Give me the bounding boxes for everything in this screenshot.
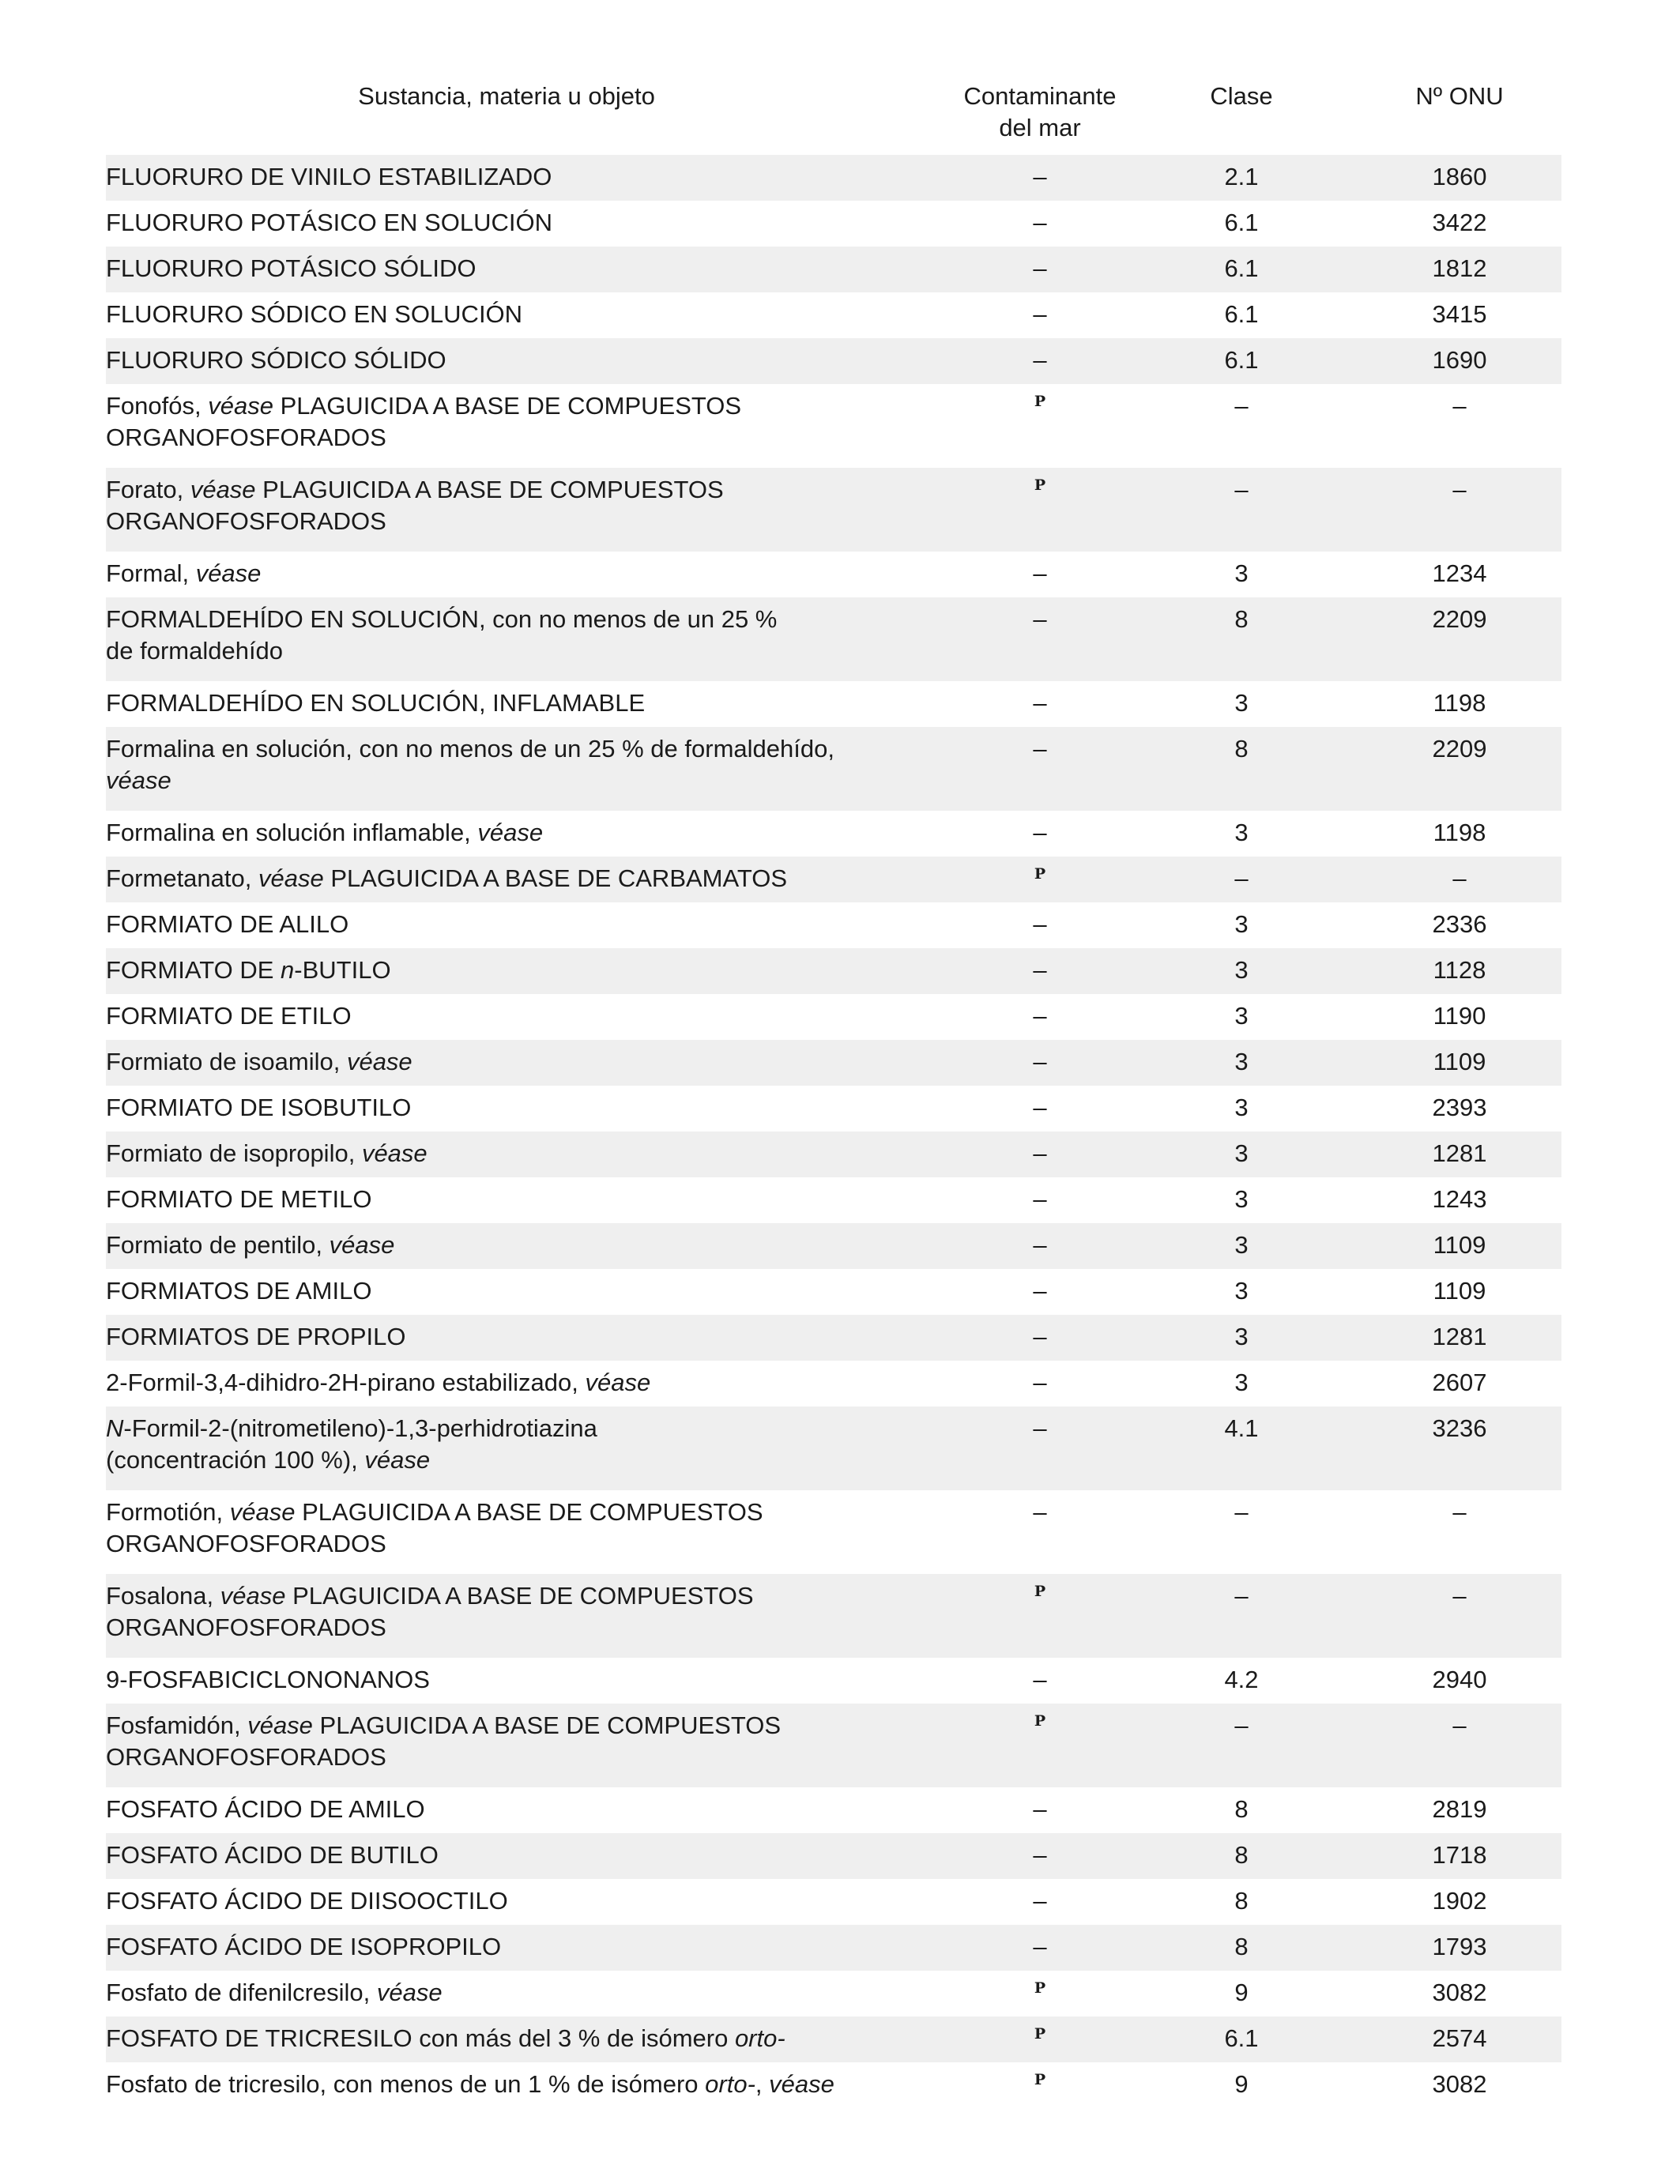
marine-pollutant-cell bbox=[955, 727, 1125, 811]
marine-pollutant-cell bbox=[955, 1658, 1125, 1704]
substance-text: FOSFATO ÁCIDO DE DIISOOCTILO bbox=[106, 1887, 508, 1915]
substance-text: FORMIATOS DE PROPILO bbox=[106, 1323, 406, 1350]
marine-pollutant-cell bbox=[955, 1490, 1125, 1574]
substance-text: FORMIATO DE ETILO bbox=[106, 1002, 352, 1030]
marine-pollutant-cell bbox=[955, 1971, 1125, 2016]
marine-pollutant-cell bbox=[955, 2062, 1125, 2108]
table-header bbox=[106, 76, 1561, 155]
substance-text: 9-FOSFABICICLONONANOS bbox=[106, 1666, 430, 1693]
table-row bbox=[106, 1132, 1561, 1177]
substance-cell bbox=[106, 1658, 955, 1704]
table-row bbox=[106, 994, 1561, 1040]
substance-text: Formetanato, bbox=[106, 864, 258, 892]
marine-pollutant-dash: – bbox=[1033, 910, 1047, 938]
class-cell: 8 bbox=[1125, 1833, 1358, 1879]
substance-cell bbox=[106, 1879, 955, 1925]
table-body bbox=[106, 155, 1561, 2108]
class-cell: 3 bbox=[1234, 559, 1249, 587]
substance-text: Fosfato de tricresilo, con menos de un 1 % de isómero bbox=[106, 2070, 706, 2098]
substance-cell bbox=[106, 155, 955, 201]
substance-cell bbox=[106, 1406, 955, 1490]
substance-text: ORGANOFOSFORADOS bbox=[106, 507, 386, 535]
marine-pollutant-dash: – bbox=[1033, 1277, 1047, 1305]
un-number-cell: 2607 bbox=[1432, 1369, 1487, 1396]
substance-text: FORMALDEHÍDO EN SOLUCIÓN, con no menos de un 25 % bbox=[106, 605, 778, 633]
substance-text: FORMIATO DE ALILO bbox=[106, 910, 349, 938]
substance-cell bbox=[106, 1787, 955, 1833]
marine-pollutant-cell bbox=[955, 994, 1125, 1040]
un-number-cell: – bbox=[1358, 468, 1561, 552]
marine-pollutant-dash: – bbox=[1033, 1933, 1047, 1960]
substance-text: Formotión, bbox=[106, 1498, 230, 1526]
un-number-cell: 1690 bbox=[1358, 338, 1561, 384]
substance-text: Formalina en solución, con no menos de un 25 % de formaldehído, bbox=[106, 735, 834, 763]
substance-text: PLAGUICIDA A BASE DE CARBAMATOS bbox=[323, 864, 788, 892]
marine-pollutant-mark: P bbox=[1034, 2071, 1046, 2088]
substance-text: Formalina en solución inflamable, bbox=[106, 819, 478, 846]
class-cell: – bbox=[1125, 857, 1358, 902]
class-cell: 9 bbox=[1234, 2070, 1249, 2098]
table-row bbox=[106, 857, 1561, 902]
un-number-cell: – bbox=[1358, 1704, 1561, 1787]
substance-text: FLUORURO POTÁSICO EN SOLUCIÓN bbox=[106, 209, 552, 236]
table-row bbox=[106, 552, 1561, 597]
marine-pollutant-cell bbox=[955, 681, 1125, 727]
table-row bbox=[106, 1177, 1561, 1223]
substance-italic-text: N bbox=[106, 1414, 124, 1442]
header-class: Clase bbox=[1210, 82, 1273, 110]
substance-text: FOSFATO ÁCIDO DE BUTILO bbox=[106, 1841, 439, 1869]
substance-cell bbox=[106, 247, 955, 292]
substance-italic-text: véase bbox=[364, 1446, 431, 1474]
substance-cell bbox=[106, 1269, 955, 1315]
marine-pollutant-cell bbox=[955, 292, 1125, 338]
marine-pollutant-cell bbox=[955, 597, 1125, 681]
substance-text: Forato, bbox=[106, 476, 190, 503]
un-number-cell: 1902 bbox=[1432, 1887, 1487, 1915]
marine-pollutant-mark: P bbox=[1034, 2025, 1046, 2043]
marine-pollutant-mark: P bbox=[1034, 476, 1046, 494]
table-row bbox=[106, 1879, 1561, 1925]
substance-text: Fosfato de difenilcresilo, bbox=[106, 1979, 377, 2006]
marine-pollutant-dash: – bbox=[1033, 254, 1047, 282]
un-number-cell: 1198 bbox=[1433, 689, 1486, 717]
marine-pollutant-cell bbox=[955, 1086, 1125, 1132]
un-number-cell: 1860 bbox=[1358, 155, 1561, 201]
table-row bbox=[106, 1315, 1561, 1361]
table-row bbox=[106, 727, 1561, 811]
marine-pollutant-dash: – bbox=[1033, 1185, 1047, 1213]
table-row bbox=[106, 201, 1561, 247]
un-number-cell: 1812 bbox=[1358, 247, 1561, 292]
substance-text: FORMIATO DE METILO bbox=[106, 1185, 372, 1213]
substance-text: FORMIATO DE ISOBUTILO bbox=[106, 1094, 412, 1121]
marine-pollutant-mark: P bbox=[1034, 865, 1046, 883]
marine-pollutant-cell bbox=[955, 201, 1125, 247]
substance-text: ORGANOFOSFORADOS bbox=[106, 1743, 386, 1771]
class-cell: 2.1 bbox=[1125, 155, 1358, 201]
marine-pollutant-cell bbox=[955, 1361, 1125, 1406]
substance-text: Fosfamidón, bbox=[106, 1711, 248, 1739]
header-substance: Sustancia, materia u objeto bbox=[358, 82, 655, 110]
class-cell: 4.1 bbox=[1125, 1406, 1358, 1490]
substance-italic-text: véase bbox=[361, 1139, 428, 1167]
substance-italic-text: véase bbox=[220, 1582, 286, 1610]
marine-pollutant-cell bbox=[955, 1315, 1125, 1361]
substance-text: PLAGUICIDA A BASE DE COMPUESTOS bbox=[312, 1711, 781, 1739]
substance-text: PLAGUICIDA A BASE DE COMPUESTOS bbox=[285, 1582, 754, 1610]
substance-cell bbox=[106, 1040, 955, 1086]
class-cell: – bbox=[1234, 392, 1249, 420]
substance-text: de formaldehído bbox=[106, 637, 284, 665]
class-cell: 3 bbox=[1234, 1277, 1249, 1305]
class-cell: 8 bbox=[1234, 1887, 1249, 1915]
marine-pollutant-dash: – bbox=[1033, 1841, 1047, 1869]
substance-text: Fonofós, bbox=[106, 392, 209, 420]
substance-text: Formiato de isoamilo, bbox=[106, 1048, 347, 1075]
substance-cell bbox=[106, 384, 955, 468]
marine-pollutant-mark: P bbox=[1034, 1712, 1046, 1730]
substance-cell bbox=[106, 727, 955, 811]
marine-pollutant-dash: – bbox=[1033, 1887, 1047, 1915]
table-row bbox=[106, 338, 1561, 384]
marine-pollutant-dash: – bbox=[1033, 1369, 1047, 1396]
un-number-cell: 3422 bbox=[1432, 209, 1487, 236]
substance-italic-text: n bbox=[281, 956, 295, 984]
class-cell: – bbox=[1125, 1704, 1358, 1787]
substance-italic-text: véase bbox=[477, 819, 544, 846]
table-row bbox=[106, 1704, 1561, 1787]
class-cell: 8 bbox=[1234, 1795, 1249, 1823]
substance-cell bbox=[106, 552, 955, 597]
class-cell: 3 bbox=[1125, 1040, 1358, 1086]
class-cell: 4.2 bbox=[1224, 1666, 1259, 1693]
substance-cell bbox=[106, 1490, 955, 1574]
marine-pollutant-cell bbox=[955, 857, 1125, 902]
table-row bbox=[106, 1086, 1561, 1132]
class-cell: 3 bbox=[1125, 1315, 1358, 1361]
un-number-cell: 1109 bbox=[1433, 1277, 1486, 1305]
table-row bbox=[106, 597, 1561, 681]
marine-pollutant-cell bbox=[955, 1132, 1125, 1177]
un-number-cell: 3082 bbox=[1432, 2070, 1487, 2098]
marine-pollutant-cell bbox=[955, 247, 1125, 292]
substance-text: Formiato de pentilo, bbox=[106, 1231, 330, 1259]
class-cell: – bbox=[1125, 1574, 1358, 1658]
substance-text: FLUORURO SÓDICO EN SOLUCIÓN bbox=[106, 300, 523, 328]
un-number-cell: – bbox=[1452, 1498, 1467, 1526]
marine-pollutant-dash: – bbox=[1033, 1048, 1047, 1075]
marine-pollutant-cell bbox=[955, 1879, 1125, 1925]
substance-cell bbox=[106, 857, 955, 902]
class-cell: 6.1 bbox=[1125, 247, 1358, 292]
substance-text: PLAGUICIDA A BASE DE COMPUESTOS bbox=[273, 392, 742, 420]
marine-pollutant-cell bbox=[955, 1925, 1125, 1971]
substance-text: (concentración 100 %), bbox=[106, 1446, 365, 1474]
marine-pollutant-dash: – bbox=[1033, 735, 1047, 763]
substance-cell bbox=[106, 1361, 955, 1406]
marine-pollutant-cell bbox=[955, 1833, 1125, 1879]
marine-pollutant-cell bbox=[955, 338, 1125, 384]
table-row bbox=[106, 902, 1561, 948]
table-row bbox=[106, 1787, 1561, 1833]
marine-pollutant-dash: – bbox=[1033, 1002, 1047, 1030]
substance-cell bbox=[106, 681, 955, 727]
table-row bbox=[106, 2016, 1561, 2062]
table-row bbox=[106, 1223, 1561, 1269]
substance-italic-text: véase bbox=[229, 1498, 296, 1526]
table-row bbox=[106, 155, 1561, 201]
substance-cell bbox=[106, 1223, 955, 1269]
substance-cell bbox=[106, 2016, 955, 2062]
substance-cell bbox=[106, 468, 955, 552]
substance-cell bbox=[106, 1833, 955, 1879]
substance-italic-text: orto- bbox=[734, 2024, 785, 2052]
substance-text: -BUTILO bbox=[294, 956, 391, 984]
substance-cell bbox=[106, 338, 955, 384]
marine-pollutant-dash: – bbox=[1033, 1094, 1047, 1121]
un-number-cell: – bbox=[1452, 392, 1467, 420]
table-row bbox=[106, 1490, 1561, 1574]
substance-text: Fosalona, bbox=[106, 1582, 220, 1610]
marine-pollutant-cell bbox=[955, 1704, 1125, 1787]
marine-pollutant-dash: – bbox=[1033, 1414, 1047, 1442]
substance-italic-text: véase bbox=[247, 1711, 313, 1739]
substance-italic-text: véase bbox=[106, 766, 171, 794]
substance-text: FORMIATO DE bbox=[106, 956, 281, 984]
class-cell: 3 bbox=[1125, 1132, 1358, 1177]
table-row bbox=[106, 681, 1561, 727]
substance-text: Formal, bbox=[106, 559, 196, 587]
substance-italic-text: véase bbox=[585, 1369, 651, 1396]
class-cell: 3 bbox=[1234, 910, 1249, 938]
marine-pollutant-dash: – bbox=[1033, 1795, 1047, 1823]
substance-cell bbox=[106, 1704, 955, 1787]
substance-cell bbox=[106, 201, 955, 247]
marine-pollutant-dash: – bbox=[1033, 1139, 1047, 1167]
substance-italic-text: véase bbox=[346, 1048, 412, 1075]
document-page bbox=[106, 76, 1561, 2108]
table-row bbox=[106, 1971, 1561, 2016]
marine-pollutant-mark: P bbox=[1034, 393, 1046, 410]
table-row bbox=[106, 948, 1561, 994]
header-row bbox=[106, 76, 1561, 155]
substance-text: ORGANOFOSFORADOS bbox=[106, 1614, 386, 1641]
marine-pollutant-dash: – bbox=[1033, 1323, 1047, 1350]
substance-cell bbox=[106, 902, 955, 948]
un-number-cell: 2209 bbox=[1358, 597, 1561, 681]
un-number-cell: 2209 bbox=[1358, 727, 1561, 811]
table-row bbox=[106, 384, 1561, 468]
un-number-cell: 3082 bbox=[1432, 1979, 1487, 2006]
table-row bbox=[106, 2062, 1561, 2108]
marine-pollutant-dash: – bbox=[1033, 819, 1047, 846]
class-cell: 3 bbox=[1234, 1185, 1249, 1213]
marine-pollutant-cell bbox=[955, 948, 1125, 994]
substance-text: Formiato de isopropilo, bbox=[106, 1139, 362, 1167]
substance-cell bbox=[106, 1971, 955, 2016]
un-number-cell: 3415 bbox=[1432, 300, 1487, 328]
marine-pollutant-dash: – bbox=[1033, 605, 1047, 633]
substance-italic-text: véase bbox=[258, 864, 324, 892]
un-number-cell: 2574 bbox=[1358, 2016, 1561, 2062]
marine-pollutant-dash: – bbox=[1033, 689, 1047, 717]
un-number-cell: 1109 bbox=[1358, 1223, 1561, 1269]
marine-pollutant-cell bbox=[955, 1269, 1125, 1315]
marine-pollutant-cell bbox=[955, 155, 1125, 201]
class-cell: 8 bbox=[1125, 1925, 1358, 1971]
class-cell: 3 bbox=[1234, 1094, 1249, 1121]
class-cell: 6.1 bbox=[1224, 209, 1259, 236]
table-row bbox=[106, 1833, 1561, 1879]
marine-pollutant-dash: – bbox=[1033, 346, 1047, 374]
substance-cell bbox=[106, 1925, 955, 1971]
marine-pollutant-cell bbox=[955, 1787, 1125, 1833]
substance-cell bbox=[106, 2062, 955, 2108]
marine-pollutant-cell bbox=[955, 1406, 1125, 1490]
substance-italic-text: véase bbox=[329, 1231, 395, 1259]
substance-cell bbox=[106, 1177, 955, 1223]
substance-text: PLAGUICIDA A BASE DE COMPUESTOS bbox=[295, 1498, 763, 1526]
substance-italic-text: véase bbox=[190, 476, 256, 503]
marine-pollutant-cell bbox=[955, 384, 1125, 468]
marine-pollutant-cell bbox=[955, 1223, 1125, 1269]
substance-cell bbox=[106, 292, 955, 338]
un-number-cell: 1128 bbox=[1358, 948, 1561, 994]
table-row bbox=[106, 1658, 1561, 1704]
table-row bbox=[106, 811, 1561, 857]
class-cell: 8 bbox=[1125, 727, 1358, 811]
un-number-cell: – bbox=[1358, 857, 1561, 902]
un-number-cell: 2393 bbox=[1432, 1094, 1487, 1121]
marine-pollutant-dash: – bbox=[1033, 300, 1047, 328]
substance-text: FORMIATOS DE AMILO bbox=[106, 1277, 372, 1305]
un-number-cell: 1109 bbox=[1358, 1040, 1561, 1086]
substance-cell bbox=[106, 811, 955, 857]
table-row bbox=[106, 247, 1561, 292]
substance-italic-text: véase bbox=[769, 2070, 834, 2098]
substance-italic-text: véase bbox=[208, 392, 273, 420]
un-number-cell: 2819 bbox=[1432, 1795, 1487, 1823]
substance-cell bbox=[106, 1315, 955, 1361]
class-cell: 3 bbox=[1125, 948, 1358, 994]
table-row bbox=[106, 292, 1561, 338]
substance-text: FLUORURO DE VINILO ESTABILIZADO bbox=[106, 163, 552, 190]
marine-pollutant-dash: – bbox=[1033, 956, 1047, 984]
un-number-cell: 1281 bbox=[1358, 1132, 1561, 1177]
marine-pollutant-cell bbox=[955, 1040, 1125, 1086]
class-cell: 6.1 bbox=[1224, 300, 1259, 328]
substance-text: ORGANOFOSFORADOS bbox=[106, 1530, 386, 1557]
class-cell: 3 bbox=[1234, 689, 1249, 717]
marine-pollutant-dash: – bbox=[1033, 163, 1047, 190]
substance-text: FOSFATO DE TRICRESILO con más del 3 % de isómero bbox=[106, 2024, 735, 2052]
class-cell: 3 bbox=[1234, 1002, 1249, 1030]
substance-cell bbox=[106, 1574, 955, 1658]
substance-italic-text: orto- bbox=[705, 2070, 755, 2098]
substance-cell bbox=[106, 1086, 955, 1132]
substance-text: , bbox=[755, 2070, 770, 2098]
substance-text: FOSFATO ÁCIDO DE AMILO bbox=[106, 1795, 425, 1823]
substance-text: 2-Formil-3,4-dihidro-2H-pirano estabilizado, bbox=[106, 1369, 586, 1396]
table-row bbox=[106, 1406, 1561, 1490]
marine-pollutant-cell bbox=[955, 1574, 1125, 1658]
substance-cell bbox=[106, 597, 955, 681]
table-row bbox=[106, 1269, 1561, 1315]
table-row bbox=[106, 1925, 1561, 1971]
marine-pollutant-dash: – bbox=[1033, 209, 1047, 236]
marine-pollutant-cell bbox=[955, 552, 1125, 597]
marine-pollutant-dash: – bbox=[1033, 559, 1047, 587]
un-number-cell: 2336 bbox=[1432, 910, 1487, 938]
un-number-cell: 1234 bbox=[1432, 559, 1487, 587]
un-number-cell: – bbox=[1358, 1574, 1561, 1658]
substance-italic-text: véase bbox=[195, 559, 262, 587]
substance-text: FORMALDEHÍDO EN SOLUCIÓN, INFLAMABLE bbox=[106, 689, 646, 717]
header-marine-pollutant: Contaminante del mar bbox=[963, 82, 1117, 141]
un-number-cell: 1243 bbox=[1432, 1185, 1487, 1213]
marine-pollutant-dash: – bbox=[1033, 1231, 1047, 1259]
class-cell: – bbox=[1234, 1498, 1249, 1526]
marine-pollutant-cell bbox=[955, 902, 1125, 948]
table-row bbox=[106, 1574, 1561, 1658]
un-number-cell: 1793 bbox=[1358, 1925, 1561, 1971]
class-cell: 9 bbox=[1234, 1979, 1249, 2006]
un-number-cell: 1190 bbox=[1433, 1002, 1486, 1030]
marine-pollutant-mark: P bbox=[1034, 1583, 1046, 1600]
substance-text: ORGANOFOSFORADOS bbox=[106, 424, 386, 451]
un-number-cell: 1198 bbox=[1433, 819, 1486, 846]
marine-pollutant-dash: – bbox=[1033, 1498, 1047, 1526]
class-cell: 6.1 bbox=[1125, 338, 1358, 384]
marine-pollutant-cell bbox=[955, 1177, 1125, 1223]
table-row bbox=[106, 468, 1561, 552]
class-cell: 3 bbox=[1234, 1369, 1249, 1396]
substance-text: PLAGUICIDA A BASE DE COMPUESTOS bbox=[255, 476, 724, 503]
substance-cell bbox=[106, 1132, 955, 1177]
substance-italic-text: véase bbox=[376, 1979, 443, 2006]
un-number-cell: 1281 bbox=[1358, 1315, 1561, 1361]
class-cell: – bbox=[1125, 468, 1358, 552]
class-cell: 3 bbox=[1234, 819, 1249, 846]
marine-pollutant-cell bbox=[955, 811, 1125, 857]
class-cell: 3 bbox=[1125, 1223, 1358, 1269]
table-row bbox=[106, 1040, 1561, 1086]
marine-pollutant-cell bbox=[955, 2016, 1125, 2062]
un-number-cell: 3236 bbox=[1358, 1406, 1561, 1490]
class-cell: 6.1 bbox=[1125, 2016, 1358, 2062]
un-number-cell: 2940 bbox=[1432, 1666, 1487, 1693]
marine-pollutant-mark: P bbox=[1034, 1979, 1046, 1997]
substance-text: FOSFATO ÁCIDO DE ISOPROPILO bbox=[106, 1933, 502, 1960]
substance-text: FLUORURO POTÁSICO SÓLIDO bbox=[106, 254, 477, 282]
marine-pollutant-dash: – bbox=[1033, 1666, 1047, 1693]
un-number-cell: 1718 bbox=[1358, 1833, 1561, 1879]
header-un-number: Nº ONU bbox=[1415, 82, 1504, 110]
substance-text: -Formil-2-(nitrometileno)-1,3-perhidrotiazina bbox=[123, 1414, 597, 1442]
substance-cell bbox=[106, 948, 955, 994]
class-cell: 8 bbox=[1125, 597, 1358, 681]
substance-text: FLUORURO SÓDICO SÓLIDO bbox=[106, 346, 446, 374]
substance-cell bbox=[106, 994, 955, 1040]
marine-pollutant-cell bbox=[955, 468, 1125, 552]
dangerous-goods-index-table bbox=[106, 76, 1561, 2108]
table-row bbox=[106, 1361, 1561, 1406]
